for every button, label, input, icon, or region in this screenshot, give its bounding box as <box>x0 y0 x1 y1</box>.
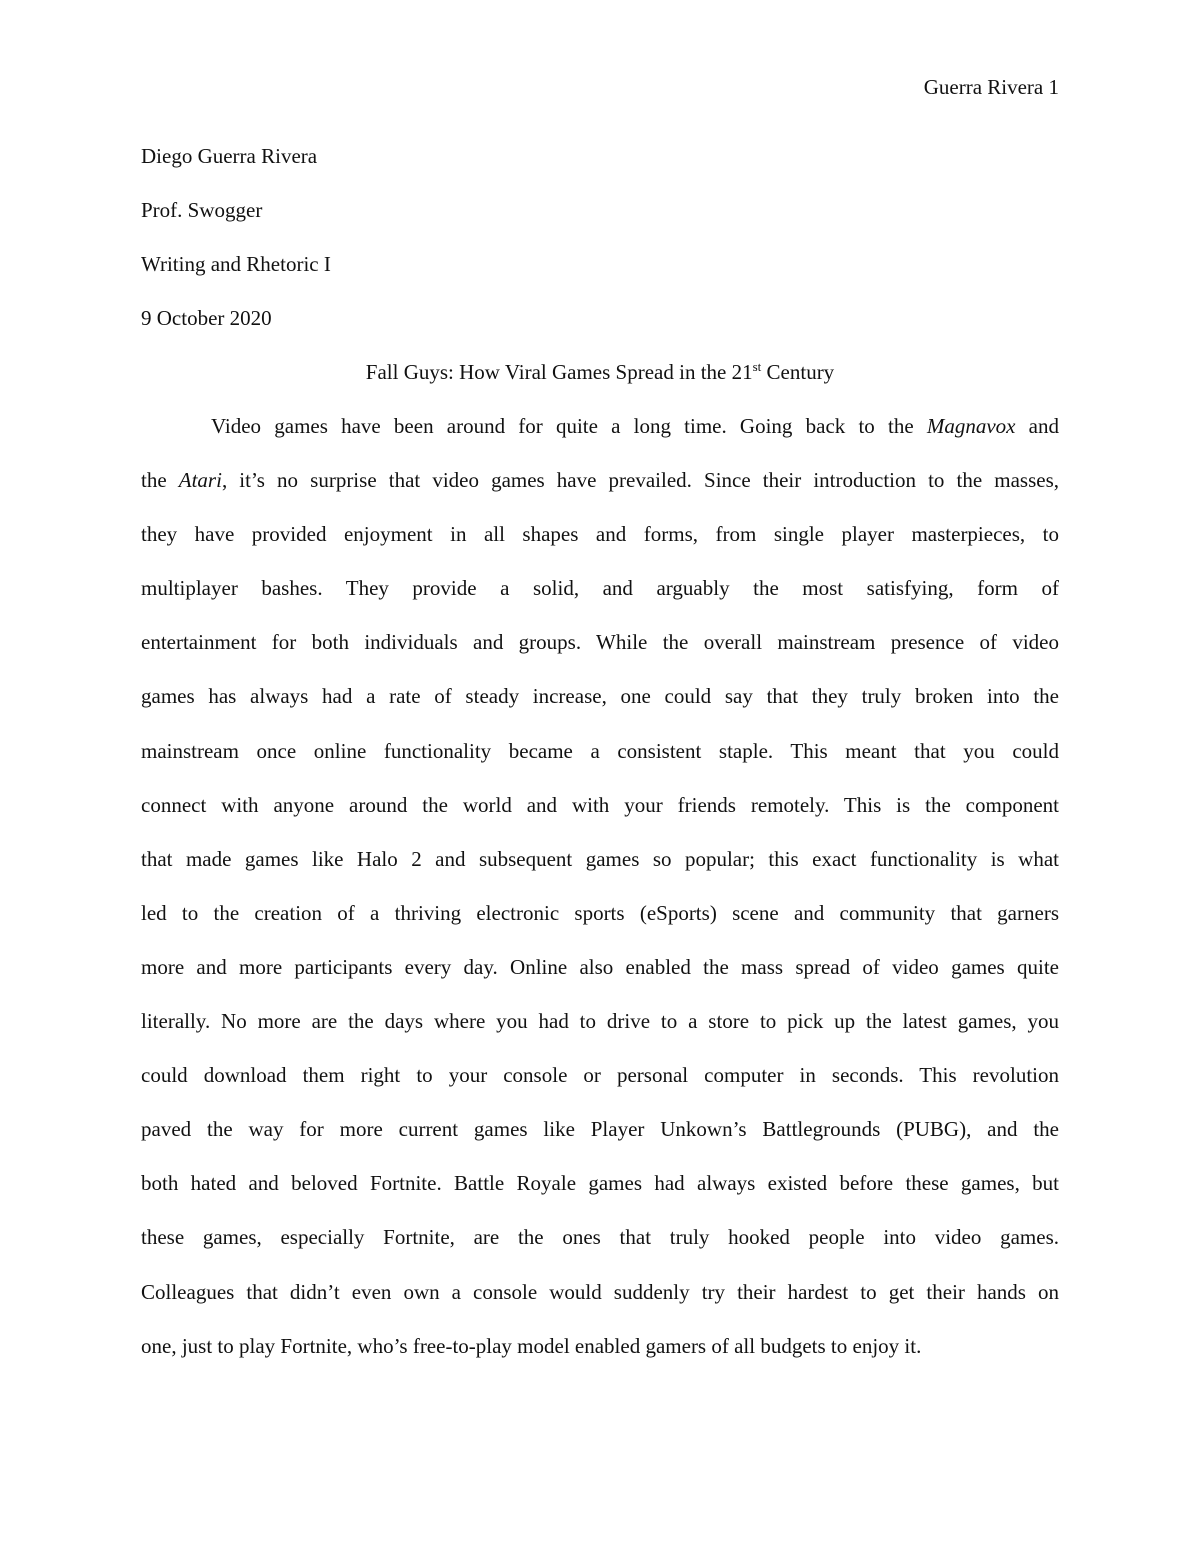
body-line: more and more participants every day. Online also enabled the mass spread of video games quite <box>141 954 1059 979</box>
body-line: led to the creation of a thriving electronic sports (eSports) scene and community that garners <box>141 900 1059 925</box>
author-name: Diego Guerra Rivera <box>141 144 318 168</box>
title-superscript: st <box>752 359 762 374</box>
italic-title-magnavox: Magnavox <box>926 414 1016 438</box>
body-line: games has always had a rate of steady increase, one could say that they truly broken into the <box>141 684 1059 709</box>
body-line: they have provided enjoyment in all shapes and forms, from single player masterpieces, to <box>141 522 1059 547</box>
body-text-run: , it’s no surprise that video games have prevailed. Since their introduction to the masses, <box>221 468 1060 493</box>
body-line <box>141 411 1059 465</box>
essay-date: 9 October 2020 <box>141 306 272 330</box>
body-line: one, just to play Fortnite, who’s free-to-play model enabled gamers of all budgets to enjoy it. <box>141 1333 922 1358</box>
body-line: entertainment for both individuals and groups. While the overall mainstream presence of video <box>141 630 1059 655</box>
body-line: could download them right to your console or personal computer in seconds. This revolution <box>141 1063 1059 1088</box>
body-line: literally. No more are the days where you had to drive to a store to pick up the latest games, you <box>141 1009 1059 1034</box>
body-line: paved the way for more current games like Player Unkown’s Battlegrounds (PUBG), and the <box>141 1117 1059 1142</box>
instructor-name: Prof. Swogger <box>141 198 263 222</box>
body-line: that made games like Halo 2 and subsequent games so popular; this exact functionality is what <box>141 846 1059 871</box>
title-main: Fall Guys: How Viral Games Spread in the 21 <box>365 360 753 384</box>
italic-title-atari: Atari <box>178 468 222 493</box>
body-line: Colleagues that didn’t even own a console would suddenly try their hardest to get their hands on <box>141 1279 1059 1304</box>
essay-body <box>141 411 1059 1385</box>
body-line: connect with anyone around the world and with your friends remotely. This is the component <box>141 792 1059 817</box>
body-line: both hated and beloved Fortnite. Battle Royale games had always existed before these games, but <box>141 1171 1059 1196</box>
title-tail: Century <box>761 360 835 384</box>
essay-title <box>141 357 1059 387</box>
body-text-run: Video games have been around for quite a long time. Going back to the <box>211 414 927 438</box>
body-line <box>141 465 1059 519</box>
body-text-run: the <box>141 468 179 493</box>
body-text-run: and <box>1015 414 1059 438</box>
body-line: mainstream once online functionality became a consistent staple. This meant that you could <box>141 738 1059 763</box>
running-head: Guerra Rivera 1 <box>923 75 1059 99</box>
mla-heading <box>141 141 1059 357</box>
body-line: these games, especially Fortnite, are the ones that truly hooked people into video games. <box>141 1225 1059 1250</box>
course-name: Writing and Rhetoric I <box>141 252 331 276</box>
body-line: multiplayer bashes. They provide a solid, and arguably the most satisfying, form of <box>141 576 1059 601</box>
